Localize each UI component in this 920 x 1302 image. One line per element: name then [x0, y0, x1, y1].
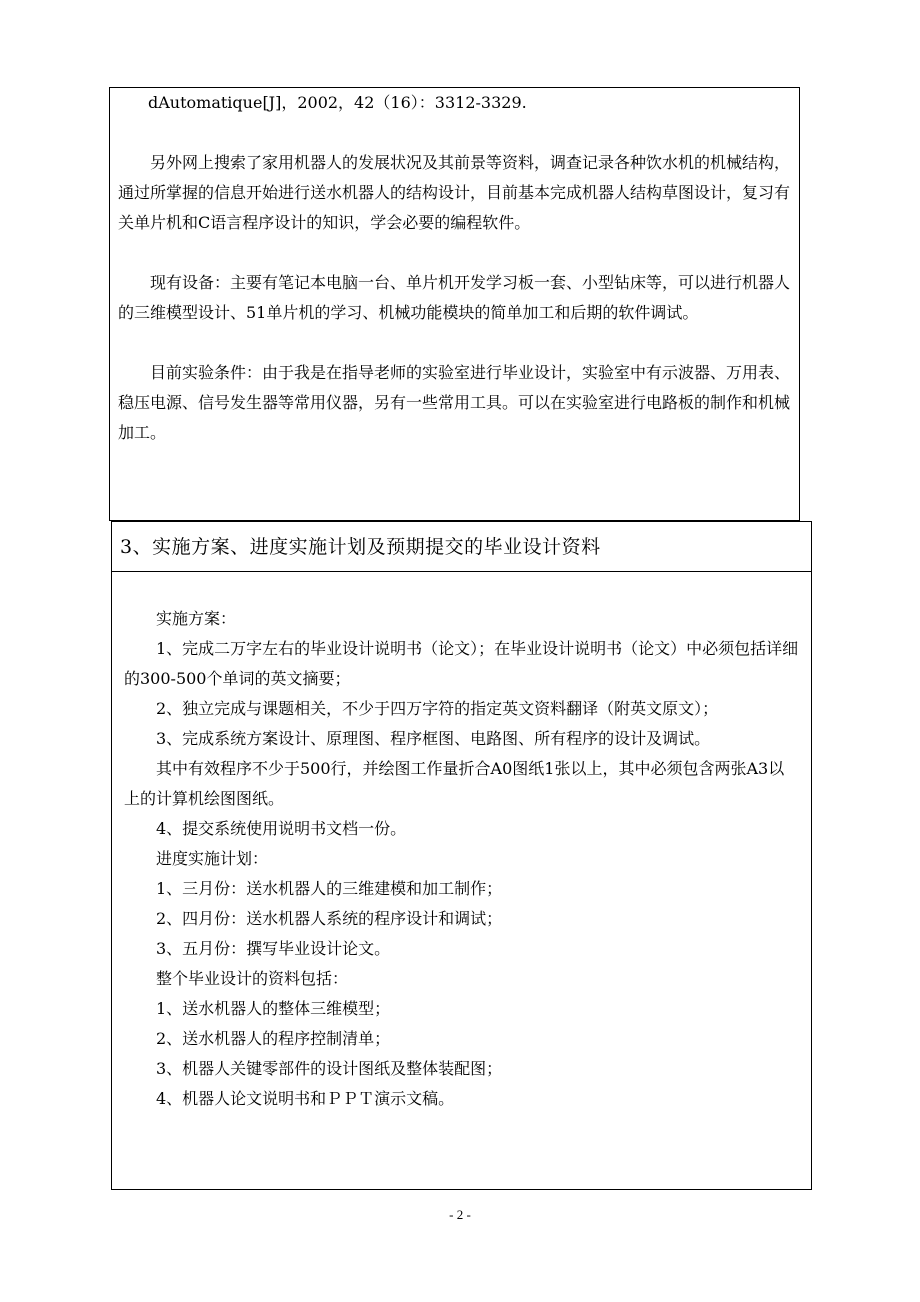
schedule-heading: 进度实施计划： — [156, 849, 269, 868]
schedule-item: 3、五月份：撰写毕业设计论文。 — [156, 939, 391, 958]
deliverables-item: 2、送水机器人的程序控制清单； — [156, 1029, 391, 1048]
section3-box — [111, 521, 812, 1190]
plan-item: 1、完成二万字左右的毕业设计说明书（论文）；在毕业设计说明书（论文）中必须包括详细的300-500个单词的英文摘要； — [124, 639, 799, 688]
plan-item: 4、提交系统使用说明书文档一份。 — [156, 819, 407, 838]
deliverables-item: 4、机器人论文说明书和ＰＰＴ演示文稿。 — [156, 1089, 455, 1108]
plan-item: 3、完成系统方案设计、原理图、程序框图、电路图、所有程序的设计及调试。 — [156, 729, 711, 748]
section3-title: 3、实施方案、进度实施计划及预期提交的毕业设计资料 — [112, 522, 811, 572]
deliverables-item: 3、机器人关键零部件的设计图纸及整体装配图； — [156, 1059, 503, 1078]
deliverables-heading: 整个毕业设计的资料包括： — [156, 969, 349, 988]
paragraph-web-research: 另外网上搜索了家用机器人的发展状况及其前景等资料，调查记录各种饮水机的机械结构，通过所掌握的信息开始进行送水机器人的结构设计，目前基本完成机器人结构草图设计，复习有关单片机和C语言程序设计的知识，学会必要的编程软件。 — [118, 153, 791, 232]
plan-item-continuation: 其中有效程序不少于500行，并绘图工作量折合A0图纸1张以上，其中必须包含两张A3以上的计算机绘图图纸。 — [124, 759, 785, 808]
page-number: - 2 - — [449, 1207, 471, 1222]
reference-tail: dAutomatique[J]，2002，42（16）：3312-3329. — [148, 93, 527, 112]
plan-item: 2、独立完成与课题相关，不少于四万字符的指定英文资料翻译（附英文原文）； — [156, 699, 719, 718]
paragraph-equipment: 现有设备：主要有笔记本电脑一台、单片机开发学习板一套、小型钻床等，可以进行机器人的三维模型设计、51单片机的学习、机械功能模块的简单加工和后期的软件调试。 — [118, 273, 791, 322]
previous-section-box — [109, 87, 800, 521]
schedule-item: 2、四月份：送水机器人系统的程序设计和调试； — [156, 909, 503, 928]
paragraph-lab-conditions: 目前实验条件：由于我是在指导老师的实验室进行毕业设计，实验室中有示波器、万用表、稳压电源、信号发生器等常用仪器，另有一些常用工具。可以在实验室进行电路板的制作和机械加工。 — [118, 363, 791, 442]
schedule-item: 1、三月份：送水机器人的三维建模和加工制作； — [156, 879, 503, 898]
plan-heading: 实施方案： — [156, 609, 237, 628]
deliverables-item: 1、送水机器人的整体三维模型； — [156, 999, 391, 1018]
